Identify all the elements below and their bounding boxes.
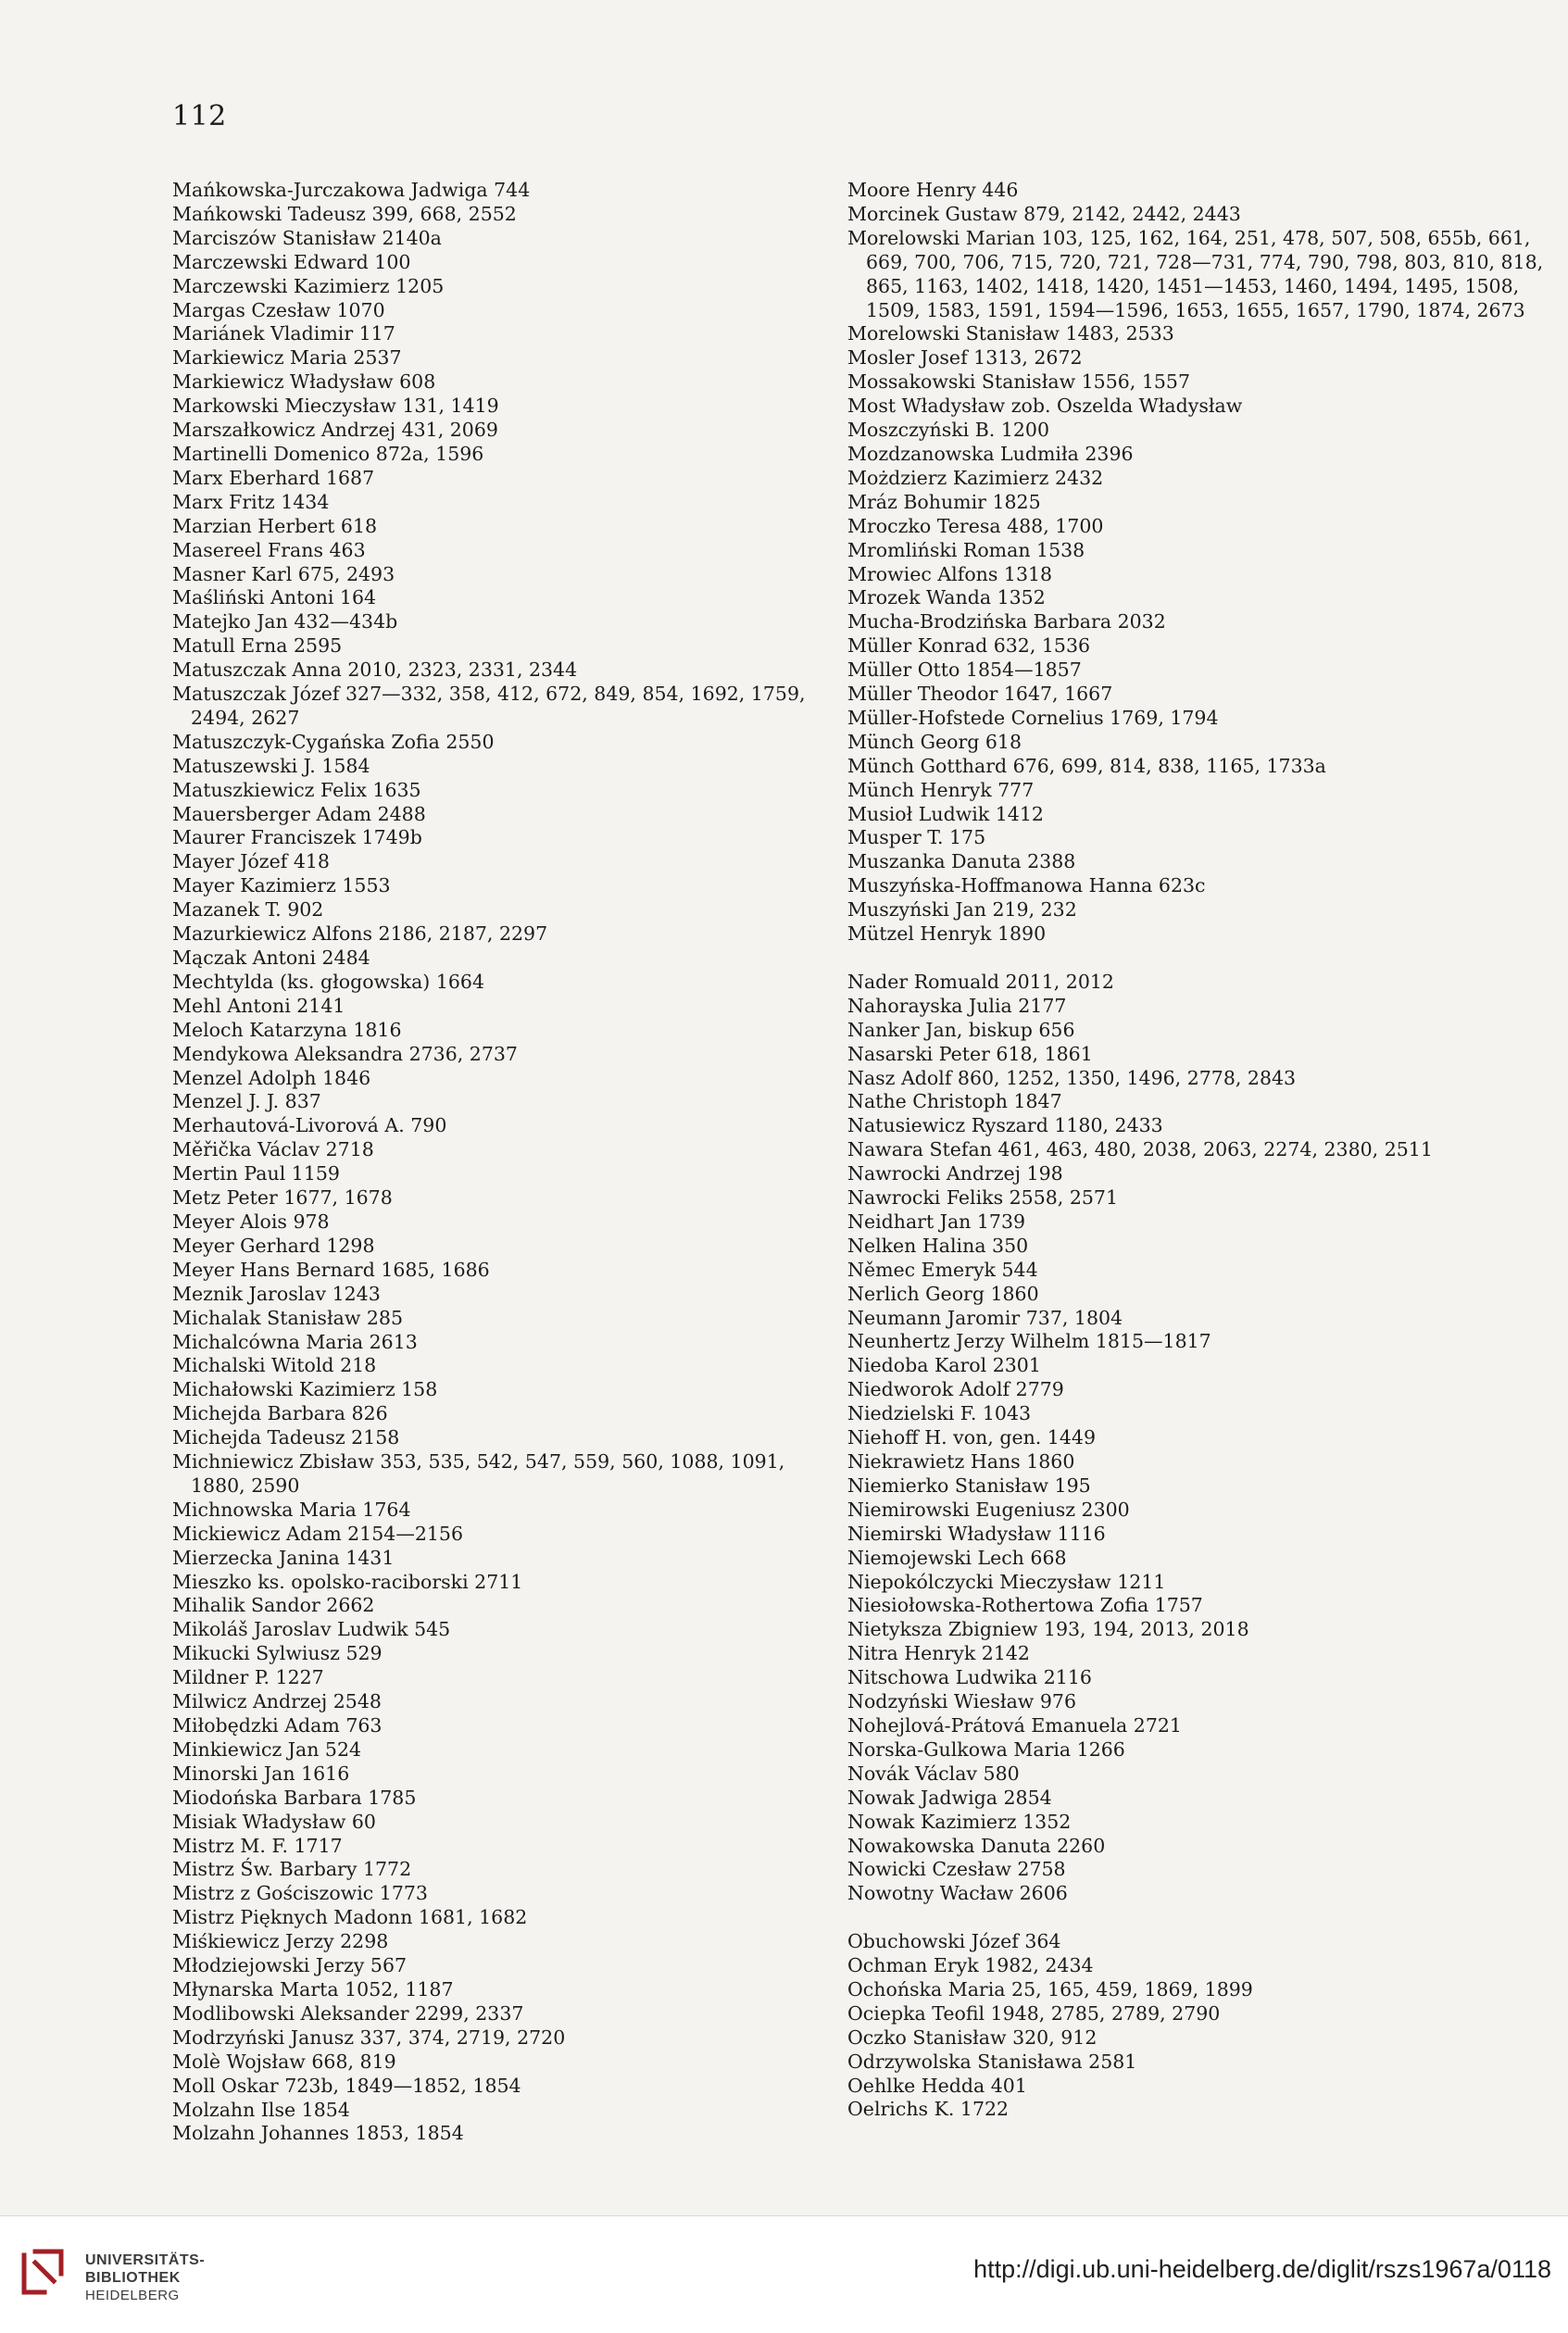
index-entry: Nasarski Peter 618, 1861 <box>847 1042 1093 1065</box>
index-entry: Meyer Gerhard 1298 <box>172 1234 375 1257</box>
index-entry: Meznik Jaroslav 1243 <box>172 1282 381 1305</box>
index-entry: Markiewicz Władysław 608 <box>172 370 436 394</box>
index-entry: Němec Emeryk 544 <box>847 1258 1038 1281</box>
index-entry: Niemirski Władysław 1116 <box>847 1522 1106 1545</box>
index-entry: Mikucki Sylwiusz 529 <box>172 1642 383 1665</box>
index-entry: Mrowiec Alfons 1318 <box>847 562 1053 585</box>
footer-bar <box>0 2215 1568 2333</box>
index-entry: Mozdzanowska Ludmiła 2396 <box>847 442 1134 465</box>
index-entry: Mossakowski Stanisław 1556, 1557 <box>847 370 1191 394</box>
index-entry: Mendykowa Aleksandra 2736, 2737 <box>172 1042 518 1065</box>
index-entry: Nohejlová-Prátová Emanuela 2721 <box>847 1713 1182 1737</box>
library-name-line3: HEIDELBERG <box>85 2288 180 2303</box>
index-entry: Mistrz M. F. 1717 <box>172 1834 343 1857</box>
index-entry: Markiewicz Maria 2537 <box>172 346 402 370</box>
index-entry: Mazanek T. 902 <box>172 898 324 922</box>
index-entry: Mistrz Św. Barbary 1772 <box>172 1858 412 1881</box>
index-entry: Nasz Adolf 860, 1252, 1350, 1496, 2778, 2843 <box>847 1066 1297 1089</box>
index-entry: Mączak Antoni 2484 <box>172 947 370 969</box>
index-entry: Maśliński Antoni 164 <box>172 586 377 609</box>
index-column-left <box>172 179 821 2146</box>
index-entry: Oehlke Hedda 401 <box>847 2074 1027 2097</box>
index-entry: Nawrocki Feliks 2558, 2571 <box>847 1186 1119 1210</box>
index-entry: Natusiewicz Ryszard 1180, 2433 <box>847 1114 1163 1137</box>
index-entry: Marciszów Stanisław 2140a <box>172 226 442 249</box>
index-entry: Mrozek Wanda 1352 <box>847 586 1046 609</box>
index-entry: Ociepka Teofil 1948, 2785, 2789, 2790 <box>847 2001 1221 2025</box>
index-entry: Odrzywolska Stanisława 2581 <box>847 2050 1137 2073</box>
page-number: 112 <box>172 100 227 132</box>
index-entry: Masereel Frans 463 <box>172 538 366 561</box>
index-entry: Michnowska Maria 1764 <box>172 1498 411 1521</box>
index-entry: Nader Romuald 2011, 2012 <box>847 970 1114 993</box>
index-entry: Oelrichs K. 1722 <box>847 2098 1010 2121</box>
index-entry: Mosler Josef 1313, 2672 <box>847 346 1083 370</box>
index-entry: Musper T. 175 <box>847 826 986 849</box>
index-entry: Müller Otto 1854—1857 <box>847 659 1082 682</box>
index-entry: Nawrocki Andrzej 198 <box>847 1162 1063 1185</box>
index-entry: Morelowski Marian 103, 125, 162, 164, 251, 478, 507, 508, 655b, 661, 669, 700, 706, 715, 720, 721, 728—731, 774, 790, 798, 803, 810, 818, 865, 1163, 1402, 1418, 1420, 1451—1453, 1460, 1494, 1495, 1508, 1509, 1583, 1591, 1594—1596, 1653, 1655, 1657, 1790, 1874, 2673 <box>847 226 1544 321</box>
index-entry: Müller Konrad 632, 1536 <box>847 634 1091 658</box>
index-entry: Markowski Mieczysław 131, 1419 <box>172 395 499 418</box>
index-entry: Martinelli Domenico 872a, 1596 <box>172 442 484 465</box>
document-url[interactable]: http://digi.ub.uni-heidelberg.de/diglit/rszs1967a/0118 <box>973 2255 1551 2283</box>
index-entry: Niemierko Stanisław 195 <box>847 1474 1091 1497</box>
index-entry: Mertin Paul 1159 <box>172 1162 340 1185</box>
index-entry: Marczewski Edward 100 <box>172 250 411 273</box>
index-entry: Moore Henry 446 <box>847 179 1019 201</box>
heidelberg-library-logo-icon <box>17 2246 70 2300</box>
index-entry: Mildner P. 1227 <box>172 1666 324 1689</box>
index-entry: Mechtylda (ks. głogowska) 1664 <box>172 970 484 993</box>
index-entry: Niekrawietz Hans 1860 <box>847 1450 1075 1474</box>
index-entry: Musioł Ludwik 1412 <box>847 802 1044 825</box>
library-name-line1: UNIVERSITÄTS- <box>85 2252 206 2268</box>
index-entry: Michejda Tadeusz 2158 <box>172 1426 400 1449</box>
index-entry: Nietyksza Zbigniew 193, 194, 2013, 2018 <box>847 1618 1249 1641</box>
index-entry: Novák Václav 580 <box>847 1762 1020 1785</box>
index-entry: Most Władysław zob. Oszelda Władysław <box>847 395 1243 418</box>
index-entry: Milwicz Andrzej 2548 <box>172 1690 382 1713</box>
index-entry: Marczewski Kazimierz 1205 <box>172 274 445 297</box>
index-entry: Mromliński Roman 1538 <box>847 538 1085 561</box>
index-entry: Morcinek Gustaw 879, 2142, 2442, 2443 <box>847 202 1241 225</box>
index-entry: Menzel J. J. 837 <box>172 1090 321 1113</box>
index-entry: Nowak Jadwiga 2854 <box>847 1786 1052 1809</box>
index-entry: Młynarska Marta 1052, 1187 <box>172 1977 454 2001</box>
index-entry: Mihalik Sandor 2662 <box>172 1594 375 1617</box>
index-entry: Niesiołowska-Rothertowa Zofia 1757 <box>847 1594 1203 1617</box>
index-entry: Meyer Hans Bernard 1685, 1686 <box>172 1258 490 1281</box>
index-entry: Mucha-Brodzińska Barbara 2032 <box>847 610 1166 633</box>
index-entry: Mierzecka Janina 1431 <box>172 1546 395 1569</box>
index-entry: Nodzyński Wiesław 976 <box>847 1690 1076 1713</box>
index-entry: Maurer Franciszek 1749b <box>172 826 422 849</box>
index-entry: Menzel Adolph 1846 <box>172 1066 371 1089</box>
index-entry: Mańkowska-Jurczakowa Jadwiga 744 <box>172 179 531 201</box>
index-entry: Michniewicz Zbisław 353, 535, 542, 547, 559, 560, 1088, 1091, 1880, 2590 <box>172 1450 785 1497</box>
index-entry: Morelowski Stanisław 1483, 2533 <box>847 322 1174 345</box>
index-entry: Nitschowa Ludwika 2116 <box>847 1666 1092 1689</box>
index-entry: Mickiewicz Adam 2154—2156 <box>172 1522 463 1545</box>
index-entry: Mistrz z Gościszowic 1773 <box>172 1882 428 1905</box>
index-entry: Molè Wojsław 668, 819 <box>172 2050 396 2073</box>
index-entry: Meloch Katarzyna 1816 <box>172 1018 402 1041</box>
library-name <box>85 2251 205 2304</box>
index-entry: Nawara Stefan 461, 463, 480, 2038, 2063, 2274, 2380, 2511 <box>847 1138 1433 1161</box>
index-entry: Muszyński Jan 219, 232 <box>847 898 1077 922</box>
index-entry: Miodońska Barbara 1785 <box>172 1786 417 1809</box>
index-entry: Niemojewski Lech 668 <box>847 1546 1067 1569</box>
index-entry: Możdzierz Kazimierz 2432 <box>847 466 1104 489</box>
index-entry: Nowakowska Danuta 2260 <box>847 1834 1106 1857</box>
index-entry: Mieszko ks. opolsko-raciborski 2711 <box>172 1570 523 1593</box>
index-entry: Matejko Jan 432—434b <box>172 610 398 633</box>
index-entry: Niedworok Adolf 2779 <box>847 1378 1064 1401</box>
index-entry: Molzahn Ilse 1854 <box>172 2098 350 2121</box>
index-entry: Mistrz Pięknych Madonn 1681, 1682 <box>172 1906 528 1929</box>
index-entry: Modrzyński Janusz 337, 374, 2719, 2720 <box>172 2026 566 2049</box>
index-entry: Matuszewski J. 1584 <box>172 754 370 777</box>
index-entry: Münch Henryk 777 <box>847 778 1035 801</box>
index-entry: Nelken Halina 350 <box>847 1234 1029 1257</box>
index-entry: Michalski Witold 218 <box>172 1354 377 1377</box>
index-entry: Mráz Bohumir 1825 <box>847 490 1041 513</box>
index-entry: Moszczyński B. 1200 <box>847 419 1050 442</box>
index-entry: Nowak Kazimierz 1352 <box>847 1810 1072 1833</box>
index-entry: Oczko Stanisław 320, 912 <box>847 2026 1098 2049</box>
index-entry: Niedoba Karol 2301 <box>847 1354 1041 1377</box>
index-entry: Minkiewicz Jan 524 <box>172 1737 362 1761</box>
index-entry: Münch Gotthard 676, 699, 814, 838, 1165, 1733a <box>847 754 1326 777</box>
section-spacer <box>847 947 1551 971</box>
index-entry: Margas Czesław 1070 <box>172 298 385 321</box>
index-entry: Minorski Jan 1616 <box>172 1762 350 1785</box>
index-entry: Nathe Christoph 1847 <box>847 1090 1062 1113</box>
index-entry: Matull Erna 2595 <box>172 634 343 658</box>
index-entry: Matuszkiewicz Felix 1635 <box>172 778 421 801</box>
index-entry: Michalak Stanisław 285 <box>172 1306 404 1329</box>
index-entry: Nitra Henryk 2142 <box>847 1642 1030 1665</box>
index-entry: Niehoff H. von, gen. 1449 <box>847 1426 1096 1449</box>
index-entry: Nowicki Czesław 2758 <box>847 1858 1066 1881</box>
index-entry: Michalcówna Maria 2613 <box>172 1330 418 1353</box>
index-entry: Mroczko Teresa 488, 1700 <box>847 514 1104 537</box>
index-entry: Neunhertz Jerzy Wilhelm 1815—1817 <box>847 1330 1211 1353</box>
index-entry: Matuszczak Anna 2010, 2323, 2331, 2344 <box>172 659 578 682</box>
index-entry: Mehl Antoni 2141 <box>172 994 345 1017</box>
index-entry: Matuszczak Józef 327—332, 358, 412, 672, 849, 854, 1692, 1759, 2494, 2627 <box>172 683 806 729</box>
index-entry: Mauersberger Adam 2488 <box>172 802 426 825</box>
index-entry: Masner Karl 675, 2493 <box>172 562 395 585</box>
index-entry: Meyer Alois 978 <box>172 1210 330 1233</box>
index-entry: Miśkiewicz Jerzy 2298 <box>172 1930 389 1953</box>
index-entry: Michejda Barbara 826 <box>172 1402 388 1425</box>
index-entry: Młodziejowski Jerzy 567 <box>172 1954 408 1977</box>
index-entry: Muszyńska-Hoffmanowa Hanna 623c <box>847 874 1206 897</box>
index-entry: Neumann Jaromir 737, 1804 <box>847 1306 1123 1329</box>
index-entry: Nowotny Wacław 2606 <box>847 1882 1068 1905</box>
library-name-line2: BIBLIOTHEK <box>85 2270 181 2286</box>
index-column-right <box>847 179 1551 2122</box>
index-entry: Nahorayska Julia 2177 <box>847 994 1067 1017</box>
index-entry: Nanker Jan, biskup 656 <box>847 1018 1075 1041</box>
index-entry: Moll Oskar 723b, 1849—1852, 1854 <box>172 2074 521 2097</box>
section-spacer <box>847 1906 1551 1930</box>
index-entry: Ochońska Maria 25, 165, 459, 1869, 1899 <box>847 1977 1253 2001</box>
index-entry: Mayer Kazimierz 1553 <box>172 874 391 897</box>
index-entry: Mayer Józef 418 <box>172 850 330 873</box>
index-entry: Matuszczyk-Cygańska Zofia 2550 <box>172 730 495 753</box>
index-entry: Mützel Henryk 1890 <box>847 922 1047 946</box>
index-entry: Marszałkowicz Andrzej 431, 2069 <box>172 419 498 442</box>
index-entry: Müller-Hofstede Cornelius 1769, 1794 <box>847 706 1219 729</box>
index-entry: Mikoláš Jaroslav Ludwik 545 <box>172 1618 451 1641</box>
index-entry: Münch Georg 618 <box>847 730 1022 753</box>
index-entry: Nerlich Georg 1860 <box>847 1282 1039 1305</box>
index-entry: Merhautová-Livorová A. 790 <box>172 1114 447 1137</box>
index-entry: Mariánek Vladimir 117 <box>172 322 395 345</box>
index-entry: Muszanka Danuta 2388 <box>847 850 1076 873</box>
index-entry: Müller Theodor 1647, 1667 <box>847 683 1113 706</box>
index-entry: Niedzielski F. 1043 <box>847 1402 1032 1425</box>
index-entry: Misiak Władysław 60 <box>172 1810 376 1833</box>
index-entry: Obuchowski Józef 364 <box>847 1930 1061 1953</box>
index-entry: Molzahn Johannes 1853, 1854 <box>172 2122 464 2145</box>
index-entry: Niemirowski Eugeniusz 2300 <box>847 1498 1130 1521</box>
index-entry: Mazurkiewicz Alfons 2186, 2187, 2297 <box>172 922 548 946</box>
index-entry: Marx Fritz 1434 <box>172 490 330 513</box>
index-entry: Neidhart Jan 1739 <box>847 1210 1026 1233</box>
index-entry: Marzian Herbert 618 <box>172 514 378 537</box>
index-entry: Niepokólczycki Mieczysław 1211 <box>847 1570 1166 1593</box>
index-entry: Michałowski Kazimierz 158 <box>172 1378 438 1401</box>
index-entry: Ochman Eryk 1982, 2434 <box>847 1954 1094 1977</box>
index-entry: Modlibowski Aleksander 2299, 2337 <box>172 2001 524 2025</box>
index-entry: Miłobędzki Adam 763 <box>172 1714 383 1737</box>
index-entry: Norska-Gulkowa Maria 1266 <box>847 1737 1125 1761</box>
index-entry: Marx Eberhard 1687 <box>172 466 375 489</box>
index-entry: Měřička Václav 2718 <box>172 1138 374 1161</box>
index-entry: Metz Peter 1677, 1678 <box>172 1186 393 1210</box>
index-entry: Mańkowski Tadeusz 399, 668, 2552 <box>172 202 517 225</box>
